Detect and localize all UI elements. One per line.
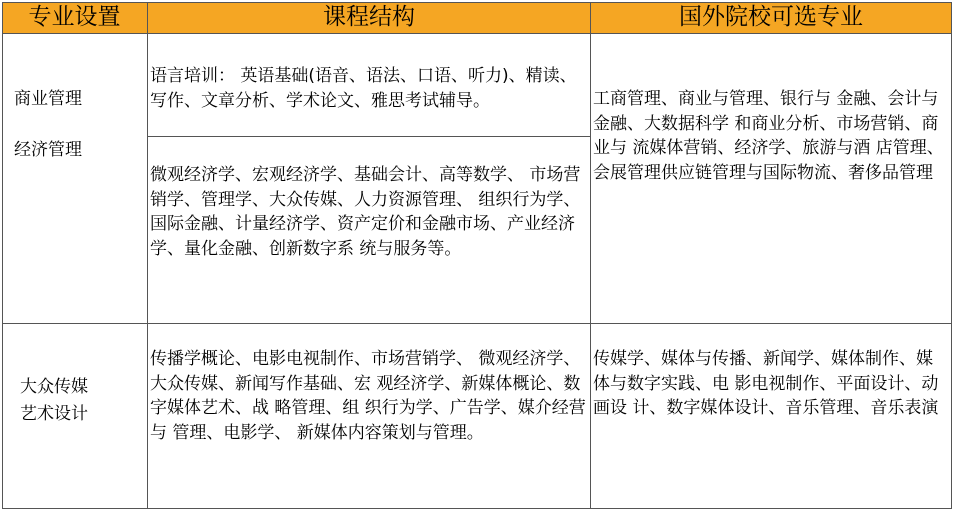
row2-overseas xyxy=(591,324,952,509)
major-economic-management: 经济管理 xyxy=(14,140,82,160)
row2-majors xyxy=(2,324,148,509)
overseas-media-text: 传媒学、媒体与传播、新闻学、媒体制作、媒体与数字实践、电 影电视制作、平面设计、动画设 计、数字媒体设计、音乐管理、音乐表演 xyxy=(593,349,939,418)
row1-majors xyxy=(2,34,148,324)
course-media-text: 传播学概论、电影电视制作、市场营销学、 微观经济学、大众传媒、新闻写作基础、宏 观经济学、新媒体概论、数字媒体艺术、战 略管理、组 织行为学、广告学、媒介经营与 管理、电影学、 新媒体内容策划与管理。 xyxy=(150,349,586,443)
header-overseas-majors: 国外院校可选专业 xyxy=(591,2,952,34)
row1-overseas xyxy=(591,34,952,324)
row1-course-language xyxy=(148,34,591,137)
course-language-text: 语言培训： 英语基础(语音、语法、口语、听力)、精读、 写作、文章分析、学术论文、雅思考试辅导。 xyxy=(150,66,577,111)
major-business-management: 商业管理 xyxy=(14,89,82,109)
major-art-design: 艺术设计 xyxy=(20,404,88,424)
course-core-text: 微观经济学、宏观经济学、基础会计、高等数学、 市场营销学、管理学、大众传媒、人力资源管理、 组织行为学、国际金融、计量经济学、资产定价和金融市场、产业经济学、量化金融、创新数字系 统与服务等。 xyxy=(150,165,581,259)
row1-course-core xyxy=(148,137,591,324)
header-course-structure: 课程结构 xyxy=(148,2,591,34)
overseas-business-text: 工商管理、商业与管理、银行与 金融、会计与金融、大数据科学 和商业分析、市场营销、商业与 流媒体营销、经济学、旅游与酒 店管理、会展管理供应链管理与国际物流、奢侈品管理 xyxy=(593,89,944,183)
major-mass-media: 大众传媒 xyxy=(20,377,88,397)
row2-course xyxy=(148,324,591,509)
header-major: 专业设置 xyxy=(2,2,148,34)
program-table xyxy=(2,2,952,509)
